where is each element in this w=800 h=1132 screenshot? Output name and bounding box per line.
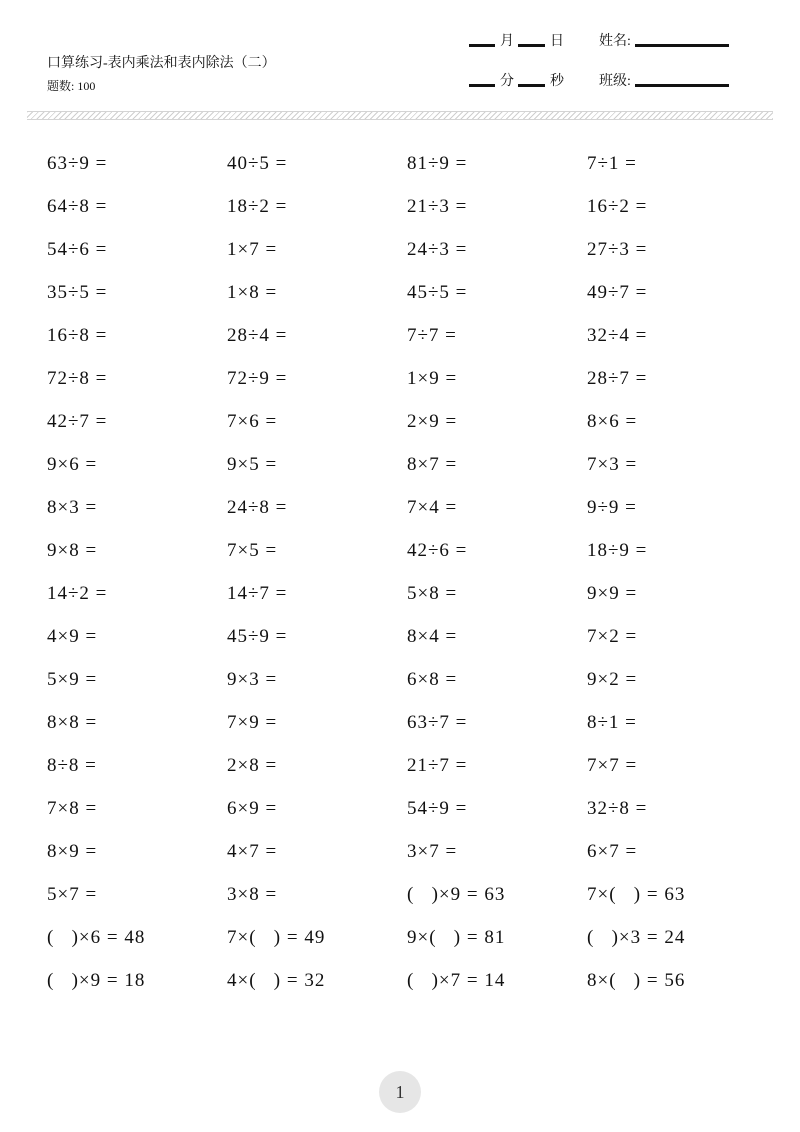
problem-item: 28÷4 = <box>227 325 288 346</box>
problem-item: 45÷9 = <box>227 626 288 647</box>
class-field-line <box>635 84 729 87</box>
problem-item: 9×( ) = 81 <box>407 927 506 948</box>
problem-item: 8÷1 = <box>587 712 637 733</box>
problem-item: 2×9 = <box>407 411 458 432</box>
problem-item: ( )×9 = 18 <box>47 970 146 991</box>
problem-item: ( )×7 = 14 <box>407 970 506 991</box>
problem-item: 64÷8 = <box>47 196 108 217</box>
problem-item: 9÷9 = <box>587 497 637 518</box>
problem-item: 4×7 = <box>227 841 278 862</box>
problem-item: 28÷7 = <box>587 368 648 389</box>
problem-item: 7×3 = <box>587 454 638 475</box>
problem-item: 7×9 = <box>227 712 278 733</box>
problem-item: 8×4 = <box>407 626 458 647</box>
second-blank <box>518 84 545 87</box>
page-number: 1 <box>395 1081 405 1102</box>
problem-item: 8×( ) = 56 <box>587 970 686 991</box>
month-label: 月 <box>500 34 514 49</box>
problem-item: 5×8 = <box>407 583 458 604</box>
problem-item: 8÷8 = <box>47 755 97 776</box>
problem-item: 24÷3 = <box>407 239 468 260</box>
problem-item: 18÷2 = <box>227 196 288 217</box>
problem-item: 45÷5 = <box>407 282 468 303</box>
problem-item: 14÷7 = <box>227 583 288 604</box>
problem-item: 42÷7 = <box>47 411 108 432</box>
problem-item: 7×5 = <box>227 540 278 561</box>
problem-item: 7×2 = <box>587 626 638 647</box>
problem-item: 8×9 = <box>47 841 98 862</box>
problem-item: 4×( ) = 32 <box>227 970 326 991</box>
problem-item: 4×9 = <box>47 626 98 647</box>
problem-item: ( )×9 = 63 <box>407 884 506 905</box>
problem-item: 8×7 = <box>407 454 458 475</box>
problem-item: 49÷7 = <box>587 282 648 303</box>
problem-item: 21÷7 = <box>407 755 468 776</box>
problem-item: 8×8 = <box>47 712 98 733</box>
name-label: 姓名: <box>599 34 631 49</box>
minute-label: 分 <box>500 74 514 89</box>
problem-item: 81÷9 = <box>407 153 468 174</box>
problem-item: 7×4 = <box>407 497 458 518</box>
class-label: 班级: <box>599 74 631 89</box>
problem-item: 1×7 = <box>227 239 278 260</box>
problem-item: 9×2 = <box>587 669 638 690</box>
problem-item: 5×7 = <box>47 884 98 905</box>
problem-item: 42÷6 = <box>407 540 468 561</box>
problem-item: 72÷9 = <box>227 368 288 389</box>
month-blank <box>469 44 495 47</box>
problem-item: 7÷1 = <box>587 153 637 174</box>
problem-item: 6×7 = <box>587 841 638 862</box>
hatched-divider <box>27 111 773 120</box>
problem-item: 54÷6 = <box>47 239 108 260</box>
problem-item: ( )×3 = 24 <box>587 927 686 948</box>
problem-item: 7×7 = <box>587 755 638 776</box>
problem-item: 9×3 = <box>227 669 278 690</box>
question-count: 题数: 100 <box>47 79 96 93</box>
problem-item: 5×9 = <box>47 669 98 690</box>
problem-item: 72÷8 = <box>47 368 108 389</box>
problem-item: ( )×6 = 48 <box>47 927 146 948</box>
problem-item: 6×8 = <box>407 669 458 690</box>
problem-item: 27÷3 = <box>587 239 648 260</box>
problem-item: 1×8 = <box>227 282 278 303</box>
problem-item: 32÷8 = <box>587 798 648 819</box>
problem-item: 7×6 = <box>227 411 278 432</box>
problem-item: 21÷3 = <box>407 196 468 217</box>
problem-item: 9×8 = <box>47 540 98 561</box>
problem-item: 63÷7 = <box>407 712 468 733</box>
problem-item: 54÷9 = <box>407 798 468 819</box>
problem-item: 32÷4 = <box>587 325 648 346</box>
day-blank <box>518 44 545 47</box>
problem-item: 8×6 = <box>587 411 638 432</box>
problem-item: 7×( ) = 49 <box>227 927 326 948</box>
problem-item: 16÷8 = <box>47 325 108 346</box>
problem-item: 35÷5 = <box>47 282 108 303</box>
problem-item: 63÷9 = <box>47 153 108 174</box>
name-field-line <box>635 44 729 47</box>
worksheet-title: 口算练习-表内乘法和表内除法（二） <box>47 56 276 71</box>
problem-item: 16÷2 = <box>587 196 648 217</box>
page-number-badge <box>379 1071 421 1113</box>
problem-item: 18÷9 = <box>587 540 648 561</box>
problem-item: 9×5 = <box>227 454 278 475</box>
problem-item: 3×8 = <box>227 884 278 905</box>
problem-item: 24÷8 = <box>227 497 288 518</box>
problem-item: 2×8 = <box>227 755 278 776</box>
second-label: 秒 <box>550 74 564 89</box>
problem-item: 9×6 = <box>47 454 98 475</box>
problem-item: 7÷7 = <box>407 325 457 346</box>
minute-blank <box>469 84 495 87</box>
problem-item: 40÷5 = <box>227 153 288 174</box>
problem-grid <box>0 140 800 1000</box>
problem-item: 1×9 = <box>407 368 458 389</box>
problem-item: 6×9 = <box>227 798 278 819</box>
problem-item: 7×8 = <box>47 798 98 819</box>
day-label: 日 <box>550 34 564 49</box>
problem-item: 14÷2 = <box>47 583 108 604</box>
problem-item: 9×9 = <box>587 583 638 604</box>
problem-item: 7×( ) = 63 <box>587 884 686 905</box>
problem-item: 8×3 = <box>47 497 98 518</box>
problem-item: 3×7 = <box>407 841 458 862</box>
